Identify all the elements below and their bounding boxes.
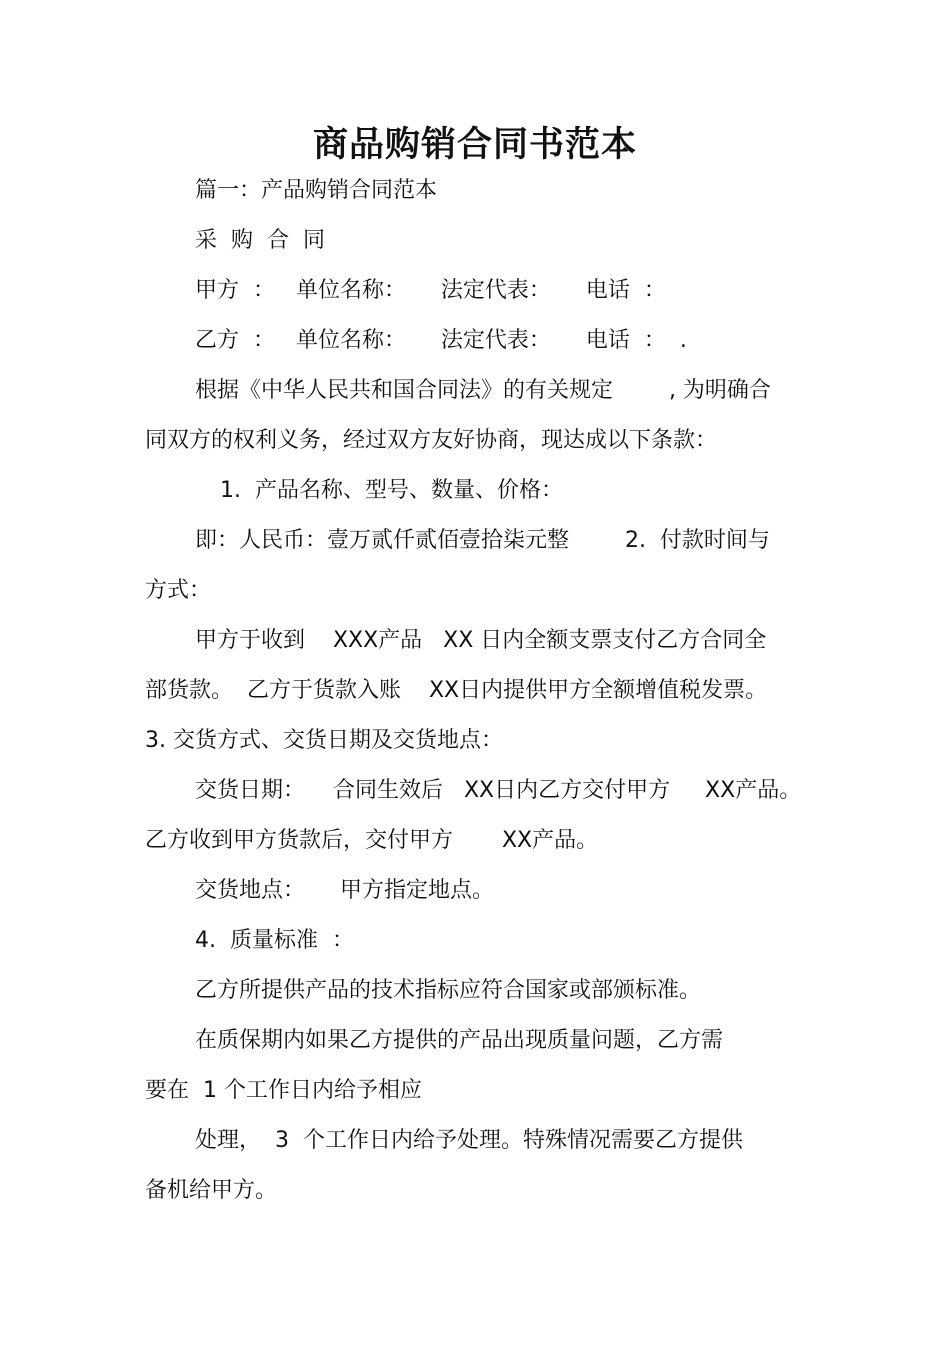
paragraph-line: 处理， 3 个工作日内给予处理。特殊情况需要乙方提供 xyxy=(195,1128,743,1153)
paragraph-line: 在质保期内如果乙方提供的产品出现质量问题，乙方需 xyxy=(195,1028,724,1053)
clause-heading: 3. 交货方式、交货日期及交货地点： xyxy=(145,728,503,753)
paragraph-line: 同双方的权利义务，经过双方友好协商，现达成以下条款： xyxy=(145,428,718,453)
paragraph-line: 要在 1 个工作日内给予相应 xyxy=(145,1078,422,1103)
paragraph-line: 方式： xyxy=(145,578,212,603)
paragraph-line: 备机给甲方。 xyxy=(145,1178,278,1203)
contract-heading: 采 购 合 同 xyxy=(195,228,325,253)
party-b-line: 乙方 ： 单位名称： 法定代表： 电话 ： . xyxy=(195,328,687,353)
paragraph-line: 交货地点： 甲方指定地点。 xyxy=(195,878,494,903)
clause-heading: 4. 质量标准 ： xyxy=(195,928,354,953)
section-heading: 篇一：产品购销合同范本 xyxy=(195,178,438,203)
party-a-line: 甲方 ： 单位名称： 法定代表： 电话 ： xyxy=(195,278,666,303)
paragraph-line: 根据《中华人民共和国合同法》的有关规定 , 为明确合 xyxy=(195,378,771,403)
paragraph-line: 甲方于收到 XXX产品 XX 日内全额支票支付乙方合同全 xyxy=(195,628,767,653)
paragraph-line: 乙方收到甲方货款后，交付甲方 XX产品。 xyxy=(145,828,599,853)
document-title: 商品购销合同书范本 xyxy=(312,125,637,165)
paragraph-line: 交货日期： 合同生效后 XX日内乙方交付甲方 XX产品。 xyxy=(195,778,802,803)
paragraph-line: 部货款。 乙方于货款入账 XX日内提供甲方全额增值税发票。 xyxy=(145,678,768,703)
paragraph-line: 即：人民币：壹万贰仟贰佰壹拾柒元整 2. 付款时间与 xyxy=(195,528,770,553)
paragraph-line: 乙方所提供产品的技术指标应符合国家或部颁标准。 xyxy=(195,978,702,1003)
clause-heading: 1. 产品名称、型号、数量、价格： xyxy=(220,478,563,503)
